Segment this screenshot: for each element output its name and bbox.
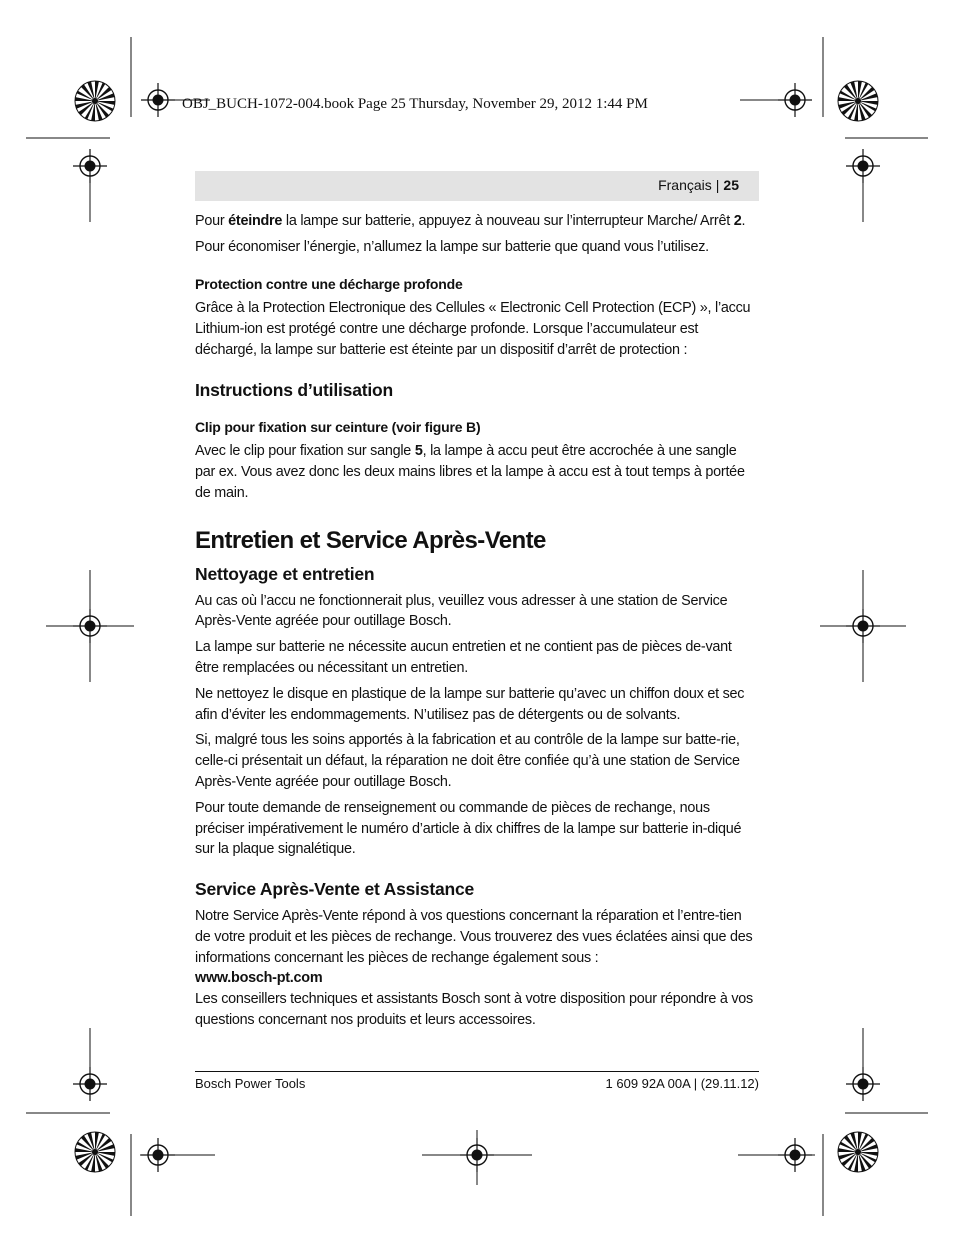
- protection-heading: Protection contre une décharge profonde: [195, 275, 463, 292]
- registration-mark-icon: [73, 609, 107, 643]
- print-slug: OBJ_BUCH-1072-004.book Page 25 Thursday, November 29, 2012 1:44 PM: [182, 96, 648, 112]
- registration-mark-icon: [141, 1138, 175, 1172]
- text-run: Pour: [195, 213, 229, 229]
- registration-mark-icon: [846, 609, 880, 643]
- page-header: [195, 171, 759, 201]
- color-bar-icon: [838, 1132, 878, 1172]
- text-run: la lampe sur batterie, appuyez à nouveau sur l’interrupteur Marche/ Arrêt: [282, 213, 734, 229]
- text-run: Avec le clip pour fixation sur sangle: [195, 443, 415, 460]
- instructions-heading: Instructions d’utilisation: [195, 379, 393, 400]
- cleaning-paragraph-2: La lampe sur batterie ne nécessite aucun entretien et ne contient pas de pièces de-vant être remplacées ou nécessitant un entretien.: [195, 639, 732, 676]
- text-run: .: [741, 213, 746, 229]
- assistance-text: Notre Service Après-Vente répond à vos questions concernant la réparation et l’entre-tien de votre produit et les pièces de rechange. Vous trouverez des vues éclatées ainsi que des informations concernant les pièces de rechange également sous :: [195, 907, 753, 966]
- page-content: [195, 211, 759, 1036]
- assistance-text-2: Les conseillers techniques et assistants Bosch sont à votre disposition pour répondre à vos questions concernant nos produits et leurs accessoires.: [195, 991, 753, 1028]
- header-language: Français: [658, 177, 712, 193]
- cleaning-paragraph-5: Pour toute demande de renseignement ou commande de pièces de rechange, nous préciser impérativement le numéro d’article à dix chiffres de la lampe sur batterie in-diqué sur la plaque signalétique.: [195, 799, 742, 858]
- clip-heading: Clip pour fixation sur ceinture (voir figure B): [195, 418, 481, 435]
- footer-doc-number: 1 609 92A 00A | (29.11.12): [605, 1076, 759, 1091]
- header-text: [658, 177, 739, 193]
- assistance-heading: Service Après-Vente et Assistance: [195, 879, 475, 900]
- color-bar-icon: [75, 81, 115, 121]
- cleaning-heading: Nettoyage et entretien: [195, 563, 375, 584]
- intro-paragraph-1: [195, 211, 759, 232]
- cleaning-paragraph-1: Au cas où l’accu ne fonctionnerait plus, veuillez vous adresser à une station de Service Après-Vente agréée pour outillage Bosch.: [195, 592, 728, 630]
- registration-mark-icon: [846, 149, 880, 183]
- bold-term: éteindre: [228, 213, 283, 229]
- clip-text: [195, 441, 759, 503]
- color-bar-icon: [75, 1132, 115, 1172]
- registration-mark-icon: [778, 83, 812, 117]
- footer-divider: [195, 1071, 759, 1072]
- reference-number: 5: [414, 443, 423, 460]
- reference-number: 2: [733, 213, 742, 229]
- intro-paragraph-2: Pour économiser l’énergie, n’allumez la lampe sur batterie que quand vous l’utilisez.: [195, 238, 709, 255]
- footer-brand: Bosch Power Tools: [195, 1076, 306, 1091]
- website-link[interactable]: www.bosch-pt.com: [195, 970, 323, 987]
- registration-mark-icon: [141, 83, 175, 117]
- registration-mark-icon: [460, 1138, 494, 1172]
- registration-mark-icon: [73, 1067, 107, 1101]
- protection-text: Grâce à la Protection Electronique des Cellules « Electronic Cell Protection (ECP) », l’accu Lithium-ion est protégé contre une décharge profonde. Lorsque l’accumulateur est déchargé, la lampe sur batterie est éteinte par un dispositif d’arrêt de protection :: [195, 300, 751, 358]
- registration-mark-icon: [778, 1138, 812, 1172]
- text-run: , la lampe à accu peut être accrochée à une sangle par ex. Vous avez donc les deux mains libres et la lampe à accu est à tout temps à portée de main.: [195, 443, 745, 501]
- registration-mark-icon: [73, 149, 107, 183]
- cleaning-paragraph-4: Si, malgré tous les soins apportés à la fabrication et au contrôle de la lampe sur batte-rie, celle-ci présentait un défaut, la réparation ne doit être confiée qu’à une station de Service Après-Vente agréée pour outillage Bosch.: [195, 732, 740, 790]
- header-separator: |: [715, 177, 720, 193]
- registration-mark-icon: [846, 1067, 880, 1101]
- color-bar-icon: [838, 81, 878, 121]
- section-title: Entretien et Service Après-Vente: [195, 526, 546, 554]
- cleaning-paragraph-3: Ne nettoyez le disque en plastique de la lampe sur batterie qu’avec un chiffon doux et sec afin d’éviter les endommagements. N’utilisez pas de détergents ou de solvants.: [195, 685, 745, 723]
- page-number: 25: [723, 177, 739, 193]
